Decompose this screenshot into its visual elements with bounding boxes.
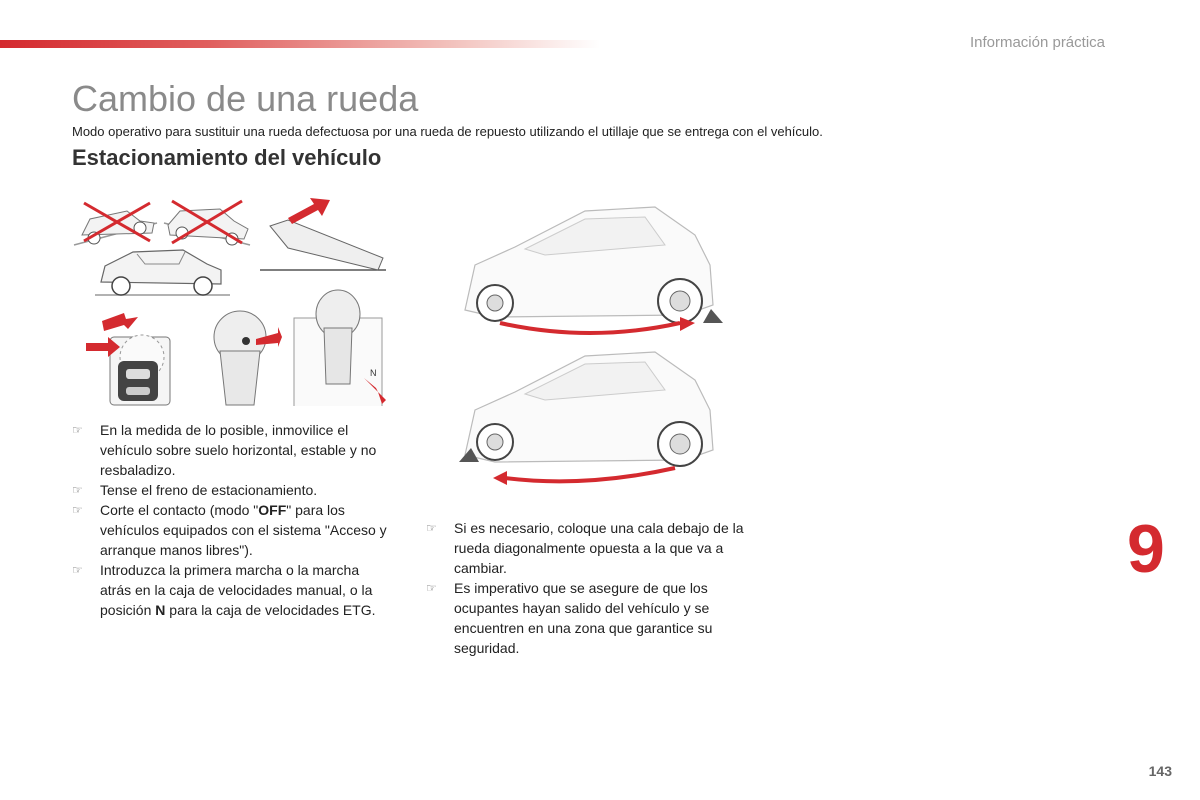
pointing-hand-icon: ☞ (72, 423, 83, 437)
instruction-item (72, 420, 392, 480)
chapter-number: 9 (1127, 511, 1165, 587)
manual-gear-lever-illustration (198, 307, 282, 407)
instruction-emphasis: N (155, 602, 166, 618)
instruction-item (72, 500, 392, 560)
instruction-item (72, 560, 392, 620)
intro-text: Modo operativo para sustituir una rueda defectuosa por una rueda de repuesto utilizando el utillaje que se entrega con el vehículo. (72, 124, 823, 139)
instruction-text: Tense el freno de estacionamiento. (100, 482, 318, 498)
left-instruction-list (72, 420, 392, 620)
pointing-hand-icon: ☞ (72, 503, 83, 517)
header-accent-bar (0, 40, 600, 48)
wheel-chock-illustration-top (455, 205, 730, 345)
instruction-item (426, 578, 746, 658)
instruction-text: Si es necesario, coloque una cala debajo de la rueda diagonalmente opuesta a la que va a cambiar. (454, 520, 744, 576)
page-number: 143 (1148, 763, 1172, 779)
flat-ground-car-illustration (95, 240, 230, 300)
instruction-emphasis: OFF (258, 502, 287, 518)
etg-selector-illustration (288, 288, 388, 406)
instruction-text: Introduzca la primera marcha o la marcha atrás en la caja de velocidades manual, o la posición (100, 562, 373, 618)
page-title: Cambio de una rueda (72, 78, 419, 119)
instruction-text: En la medida de lo posible, inmovilice el vehículo sobre suelo horizontal, estable y no resbaladizo. (100, 422, 377, 478)
pointing-hand-icon: ☞ (426, 521, 437, 535)
instruction-text: " para los vehículos equipados con el sistema "Acceso y arranque manos libres"). (100, 502, 387, 558)
svg-text:N: N (370, 368, 377, 378)
pointing-hand-icon: ☞ (72, 483, 83, 497)
instruction-text: para la caja de velocidades ETG. (165, 602, 376, 618)
section-subheading: Estacionamiento del vehículo (72, 145, 382, 170)
right-instruction-list (426, 518, 746, 658)
instruction-text: Corte el contacto (modo " (100, 502, 259, 518)
instruction-item (426, 518, 746, 578)
ignition-switch-illustration (80, 307, 178, 407)
wheel-chock-illustration-bottom (455, 350, 730, 490)
pointing-hand-icon: ☞ (426, 581, 437, 595)
instruction-text: Es imperativo que se asegure de que los ocupantes hayan salido del vehículo y se encuentren en una zona que garantice su seguridad. (454, 580, 713, 656)
instruction-item (72, 480, 392, 500)
parking-brake-illustration (258, 198, 388, 273)
pointing-hand-icon: ☞ (72, 563, 83, 577)
section-label: Información práctica (969, 34, 1105, 51)
